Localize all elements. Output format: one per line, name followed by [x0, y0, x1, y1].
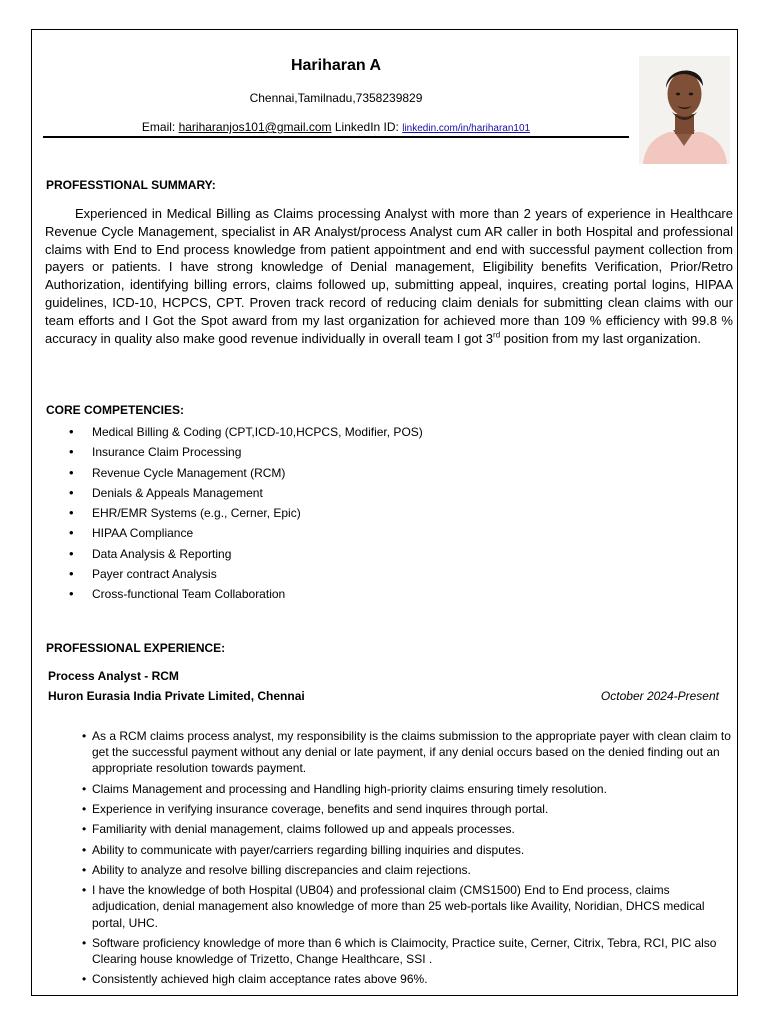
- experience-heading: PROFESSIONAL EXPERIENCE:: [46, 641, 226, 655]
- company-name: Huron Eurasia India Private Limited, Chennai: [48, 689, 305, 703]
- competency-item: • Medical Billing & Coding (CPT,ICD-10,HCPCS, Modifier, POS): [66, 422, 423, 442]
- competency-item: • Data Analysis & Reporting: [66, 544, 423, 564]
- duty-item: • Consistently achieved high claim acceptance rates above 96%.: [82, 971, 732, 987]
- job-dates: October 2024-Present: [600, 689, 719, 703]
- duty-item: • As a RCM claims process analyst, my responsibility is the claims submission to the appropriate payer with clean claim to get the successful payment without any denial or late payment, if any denial occurs based on the denied finding out an appropriate resolution towards payment.: [82, 728, 732, 777]
- email-label: Email:: [141, 120, 179, 134]
- summary-superscript: rd: [493, 330, 501, 340]
- duty-item: • Claims Management and processing and Handling high-priority claims ensuring timely resolution.: [82, 781, 732, 797]
- competency-item: • Denials & Appeals Management: [66, 483, 423, 503]
- competency-item: • HIPAA Compliance: [66, 523, 423, 543]
- competency-item: • Cross-functional Team Collaboration: [66, 584, 423, 604]
- job-title: Process Analyst - RCM: [48, 669, 179, 683]
- competency-item: • Payer contract Analysis: [66, 564, 423, 584]
- competency-item: • Insurance Claim Processing: [66, 442, 423, 462]
- competency-item: • Revenue Cycle Management (RCM): [66, 463, 423, 483]
- contact-line: [0, 120, 672, 134]
- summary-paragraph: [45, 205, 733, 347]
- location-phone: Chennai,Tamilnadu,7358239829: [249, 91, 423, 105]
- email-link[interactable]: hariharanjos101@gmail.com: [178, 120, 332, 134]
- summary-text-end: position from my last organization.: [500, 330, 702, 346]
- linkedin-link[interactable]: linkedin.com/in/hariharan101: [402, 123, 531, 134]
- competencies-list: [66, 422, 423, 605]
- duty-item: • Experience in verifying insurance coverage, benefits and send inquires through portal.: [82, 801, 732, 817]
- duty-item: • Ability to analyze and resolve billing discrepancies and claim rejections.: [82, 862, 732, 878]
- duty-item: • I have the knowledge of both Hospital (UB04) and professional claim (CMS1500) End to End process, claims adjudication, denial management also knowledge of more than 25 web-portals like Availity, Noridian, DHCS medical portal, UHC.: [82, 882, 732, 931]
- duty-item: • Ability to communicate with payer/carriers regarding billing inquiries and disputes.: [82, 842, 732, 858]
- duty-item: • Software proficiency knowledge of more than 6 which is Claimocity, Practice suite, Cerner, Citrix, Tebra, RCI, PIC also Clearing house knowledge of Trizetto, Change Healthcare, SSI .: [82, 935, 732, 967]
- duties-list: [82, 728, 732, 992]
- profile-photo: [639, 56, 730, 164]
- competencies-heading: CORE COMPETENCIES:: [46, 403, 185, 417]
- summary-heading: PROFESSTIONAL SUMMARY:: [46, 178, 216, 192]
- linkedin-label: LinkedIn ID:: [331, 120, 403, 134]
- candidate-name: Hariharan A: [290, 57, 382, 74]
- duty-item: • Familiarity with denial management, claims followed up and appeals processes.: [82, 821, 732, 837]
- summary-text: Experienced in Medical Billing as Claims processing Analyst with more than 2 years of experience in Healthcare Revenue Cycle Management, specialist in AR Analyst/process Analyst cum AR caller in both Hospital and professional claims with End to End process knowledge from patient appointment and end with successful payment collection from payers or patients. I have strong knowledge of Denial management, Eligibility benefits Verification, Prior/Retro Authorization, identifying billing errors, claims followed up, submitting appeal, inquires, creating portal logins, HIPAA guidelines, ICD-10, HCPCS, CPT. Proven track record of reducing claim denials for submitting clean claims with our team efforts and I Got the Spot award from my last organization for achieved more than 109 % efficiency with 99.8 % accuracy in quality also make good revenue individually in overall team I got 3: [45, 206, 733, 346]
- header-divider: [43, 136, 629, 138]
- competency-item: • EHR/EMR Systems (e.g., Cerner, Epic): [66, 503, 423, 523]
